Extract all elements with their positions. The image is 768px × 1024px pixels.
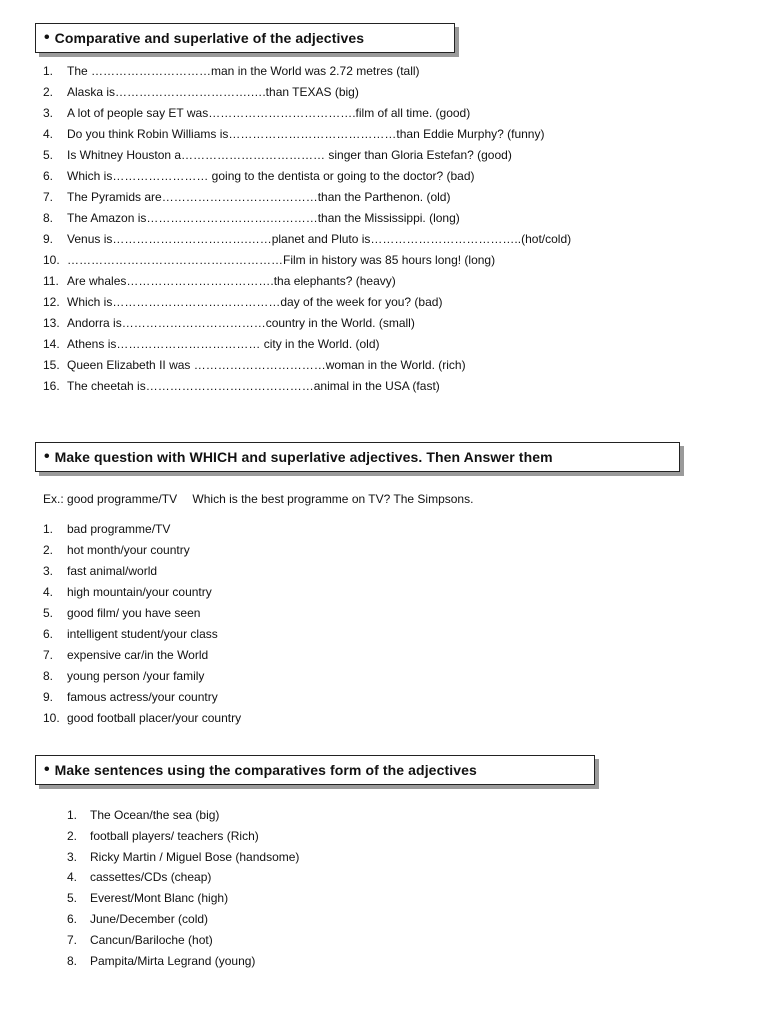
item-text: A lot of people say ET was……………………………….film of all time. (good) xyxy=(67,106,471,120)
list-item xyxy=(43,82,571,103)
list-item xyxy=(43,250,571,271)
item-text: Are whales……………………………….tha elephants? (heavy) xyxy=(67,274,396,288)
section1-header xyxy=(35,23,455,53)
list-item xyxy=(43,355,571,376)
item-number: 7. xyxy=(43,190,54,204)
list-item xyxy=(43,540,241,561)
item-number: 9. xyxy=(43,690,54,704)
item-text: Alaska is…………………………….….than TEXAS (big) xyxy=(67,85,359,99)
item-text: ………………………………………………Film in history was 85 hours long! (long) xyxy=(67,253,496,267)
item-number: 6. xyxy=(67,911,78,926)
list-item xyxy=(67,826,299,847)
item-text: Is Whitney Houston a……………………………… singer than Gloria Estefan? (good) xyxy=(67,148,512,162)
item-text: Pampita/Mirta Legrand (young) xyxy=(90,953,256,968)
list-item xyxy=(43,376,571,397)
item-text: Athens is……………………………… city in the World. (old) xyxy=(67,337,380,351)
item-number: 3. xyxy=(43,564,54,578)
item-number: 3. xyxy=(67,849,78,864)
section3-list xyxy=(67,805,299,971)
list-item xyxy=(67,930,299,951)
item-text: Which is……………………………………day of the week for you? (bad) xyxy=(67,295,443,309)
list-item xyxy=(43,271,571,292)
item-number: 2. xyxy=(67,828,78,843)
list-item xyxy=(67,909,299,930)
list-item xyxy=(67,951,299,972)
item-text: famous actress/your country xyxy=(67,690,218,704)
item-number: 9. xyxy=(43,232,54,246)
item-number: 4. xyxy=(43,127,54,141)
item-text: high mountain/your country xyxy=(67,585,212,599)
item-number: 2. xyxy=(43,543,54,557)
list-item xyxy=(43,313,571,334)
item-text: Which is…………………… going to the dentista or going to the doctor? (bad) xyxy=(67,169,475,183)
bullet-icon: • xyxy=(44,761,50,778)
section2-list xyxy=(43,519,241,729)
example-line xyxy=(43,492,473,506)
item-number: 3. xyxy=(43,106,54,120)
list-item xyxy=(43,208,571,229)
item-text: Ricky Martin / Miguel Bose (handsome) xyxy=(90,849,300,864)
list-item xyxy=(43,708,241,729)
list-item xyxy=(43,645,241,666)
list-item xyxy=(67,847,299,868)
list-item xyxy=(43,292,571,313)
item-number: 13. xyxy=(43,316,60,330)
item-number: 1. xyxy=(43,522,54,536)
item-number: 10. xyxy=(43,711,60,725)
item-text: football players/ teachers (Rich) xyxy=(90,828,259,843)
item-number: 15. xyxy=(43,358,60,372)
item-text: intelligent student/your class xyxy=(67,627,218,641)
item-number: 10. xyxy=(43,253,60,267)
list-item xyxy=(43,519,241,540)
bullet-icon: • xyxy=(44,29,50,46)
item-number: 6. xyxy=(43,627,54,641)
item-text: The Pyramids are…………………………………than the Parthenon. (old) xyxy=(67,190,451,204)
item-number: 8. xyxy=(43,669,54,683)
item-number: 7. xyxy=(67,932,78,947)
section3-header xyxy=(35,755,595,785)
list-item xyxy=(67,888,299,909)
item-text: The Amazon is………………………….…………than the Mississippi. (long) xyxy=(67,211,460,225)
item-number: 8. xyxy=(67,953,78,968)
section2-title: Make question with WHICH and superlative adjectives. Then Answer them xyxy=(54,449,553,465)
bullet-icon: • xyxy=(44,448,50,465)
item-text: Queen Elizabeth II was ……………………………woman in the World. (rich) xyxy=(67,358,466,372)
list-item xyxy=(43,624,241,645)
item-number: 8. xyxy=(43,211,54,225)
item-number: 11. xyxy=(43,274,59,288)
list-item xyxy=(43,334,571,355)
item-text: expensive car/in the World xyxy=(67,648,209,662)
section2-header xyxy=(35,442,680,472)
list-item xyxy=(43,603,241,624)
item-number: 6. xyxy=(43,169,54,183)
list-item xyxy=(67,867,299,888)
list-item xyxy=(43,561,241,582)
example-answer: Which is the best programme on TV? The Simpsons. xyxy=(192,492,474,506)
item-text: good film/ you have seen xyxy=(67,606,201,620)
item-number: 5. xyxy=(43,606,54,620)
item-number: 14. xyxy=(43,337,60,351)
item-text: good football placer/your country xyxy=(67,711,242,725)
item-text: Everest/Mont Blanc (high) xyxy=(90,891,229,906)
item-text: The …………………………man in the World was 2.72 metres (tall) xyxy=(67,64,420,78)
item-number: 4. xyxy=(67,870,78,885)
list-item xyxy=(43,187,571,208)
item-text: Andorra is………………………………country in the World. (small) xyxy=(67,316,415,330)
section3-title: Make sentences using the comparatives form of the adjectives xyxy=(54,762,477,778)
item-text: The Ocean/the sea (big) xyxy=(90,808,220,822)
item-text: young person /your family xyxy=(67,669,205,683)
list-item xyxy=(43,124,571,145)
list-item xyxy=(43,229,571,250)
list-item xyxy=(43,61,571,82)
list-item xyxy=(43,582,241,603)
item-number: 5. xyxy=(43,148,54,162)
list-item xyxy=(43,103,571,124)
item-text: Do you think Robin Williams is……………………………………than Eddie Murphy? (funny) xyxy=(67,127,545,141)
item-text: June/December (cold) xyxy=(90,911,209,926)
item-text: Cancun/Bariloche (hot) xyxy=(90,932,213,947)
item-number: 12. xyxy=(43,295,60,309)
item-number: 1. xyxy=(67,808,78,822)
item-number: 5. xyxy=(67,891,78,906)
item-number: 4. xyxy=(43,585,54,599)
item-number: 16. xyxy=(43,379,60,393)
section1-title: Comparative and superlative of the adjectives xyxy=(54,30,365,46)
item-number: 7. xyxy=(43,648,54,662)
item-text: The cheetah is……………………………………animal in the USA (fast) xyxy=(67,379,440,393)
item-text: hot month/your country xyxy=(67,543,190,557)
item-number: 1. xyxy=(43,64,54,78)
list-item xyxy=(43,166,571,187)
list-item xyxy=(43,666,241,687)
example-prompt: good programme/TV xyxy=(67,492,178,506)
list-item xyxy=(43,687,241,708)
example-label: Ex.: xyxy=(43,492,64,506)
item-text: cassettes/CDs (cheap) xyxy=(90,870,212,885)
list-item xyxy=(43,145,571,166)
item-text: Venus is…………………………….……planet and Pluto is………………………………..(hot/cold) xyxy=(67,232,572,246)
item-number: 2. xyxy=(43,85,54,99)
item-text: bad programme/TV xyxy=(67,522,171,536)
section1-list xyxy=(43,61,571,397)
list-item xyxy=(67,805,299,826)
item-text: fast animal/world xyxy=(67,564,158,578)
